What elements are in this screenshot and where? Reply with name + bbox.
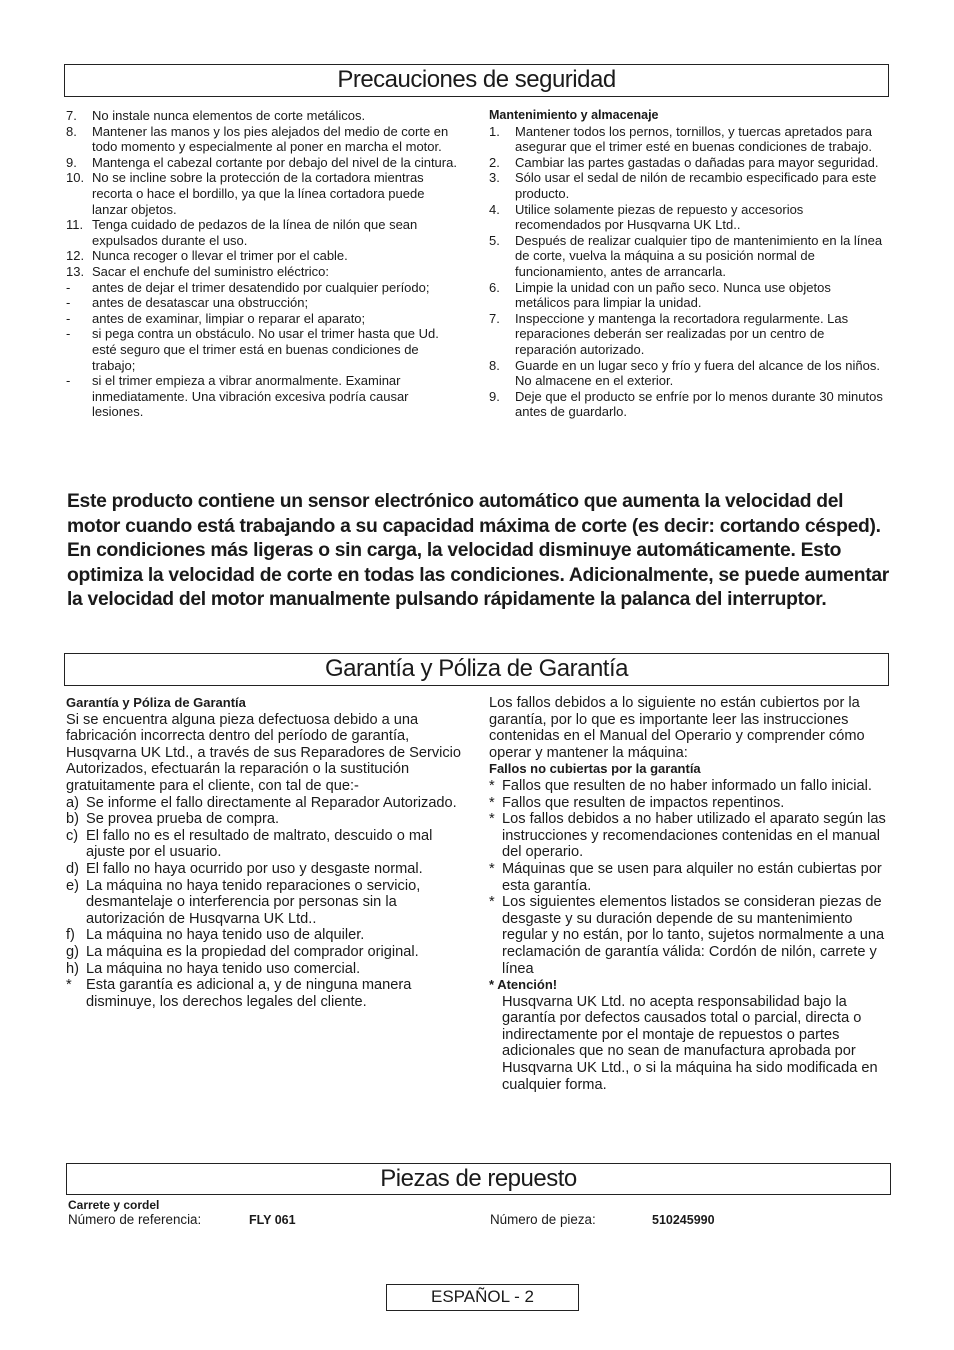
safety-title: Precauciones de seguridad (337, 66, 616, 93)
not-covered-item-text: Los fallos debidos a no haber utilizado el aparato según las instrucciones y recomendaciones contenidas en el manual del operario. (502, 811, 886, 861)
maintenance-item-number: 7. (489, 310, 500, 326)
not-covered-item-number: * (489, 894, 495, 911)
maintenance-item-number: 6. (489, 279, 500, 295)
maintenance-list (489, 124, 884, 420)
safety-title-box (64, 64, 889, 97)
warranty-condition-item (66, 795, 462, 812)
safety-item-text: Mantener las manos y los pies alejados del medio de corte en todo momento y especialmente al poner en marcha el motor. (92, 123, 449, 155)
not-covered-item (489, 861, 889, 894)
warranty-condition-item-text: El fallo no haya ocurrido por uso y desgaste normal. (86, 860, 423, 877)
maintenance-item (489, 155, 884, 171)
maintenance-item (489, 233, 884, 280)
warranty-condition-item-text: La máquina no haya tenido uso de alquiler. (86, 927, 365, 944)
safety-item-number: 8. (66, 123, 77, 139)
maintenance-item-number: 3. (489, 170, 500, 186)
safety-item (66, 280, 461, 296)
parts-ref-value: FLY 061 (249, 1213, 296, 1227)
maintenance-item-text: Después de realizar cualquier tipo de mantenimiento en la línea de corte, vuelva la máquina a su posición normal de funcionamiento, antes de arrancarla. (515, 232, 883, 279)
parts-part-value: 510245990 (652, 1213, 715, 1227)
warranty-condition-item-number: h) (66, 960, 79, 977)
warranty-condition-item-number: d) (66, 860, 79, 877)
safety-item-number: - (66, 279, 71, 295)
safety-item-number: 10. (66, 170, 85, 186)
maintenance-item (489, 280, 884, 311)
warranty-title: Garantía y Póliza de Garantía (324, 655, 628, 682)
safety-item (66, 264, 461, 280)
maintenance-item-text: Limpie la unidad con un paño seco. Nunca use objetos metálicos para limpiar la unidad. (515, 279, 831, 311)
safety-item-text: No se incline sobre la protección de la cortadora mientras recorta o hace el bordillo, ya que la línea cortadora puede lanzar objetos. (92, 170, 425, 217)
warranty-condition-item-number: g) (66, 943, 79, 960)
maintenance-item (489, 389, 884, 420)
safety-item-number: 7. (66, 108, 77, 123)
safety-item (66, 217, 461, 248)
sensor-notice: Este producto contiene un sensor electrónico automático que aumenta la velocidad del motor cuando está trabajando a su capacidad máxima de corte (es decir: cortando césped). En condiciones más ligeras o sin carga, la velocidad disminuye automáticamente. Esto optimiza la velocidad de corte en todas las condiciones. Adicionalmente, se puede aumentar la velocidad del motor manualmente pulsando rápidamente la palanca del interruptor. (67, 491, 889, 611)
not-covered-item (489, 795, 889, 812)
safety-item-text: si el trimer empieza a vibrar anormalmente. Examinar inmediatamente. Una vibración excesiva podría causar lesiones. (92, 373, 409, 420)
safety-item (66, 326, 461, 373)
warranty-condition-item (66, 878, 462, 928)
safety-item-text: Tenga cuidado de pedazos de la línea de nilón que sean expulsados durante el uso. (92, 217, 418, 248)
safety-item-text: antes de examinar, limpiar o reparar el aparato; (92, 310, 366, 326)
warranty-condition-item-text: La máquina no haya tenido reparaciones o servicio, desmantelaje o interferencia por personas sin la autorización de Husqvarna UK Ltd.. (86, 877, 421, 927)
not-covered-item-number: * (489, 777, 495, 794)
warranty-condition-item-text: Esta garantía es adicional a, y de ninguna manera disminuye, los derechos legales del cliente. (86, 977, 412, 1010)
not-covered-item (489, 894, 889, 977)
warranty-left-column (66, 695, 462, 1010)
warranty-condition-item (66, 961, 462, 978)
maintenance-item (489, 170, 884, 201)
not-covered-item-number: * (489, 860, 495, 877)
not-covered-item (489, 778, 889, 795)
safety-item (66, 108, 461, 124)
warranty-condition-item-number: a) (66, 794, 79, 811)
attention-label: * Atención! (489, 977, 558, 993)
safety-item-text: Mantenga el cabezal cortante por debajo del nivel de la cintura. (92, 154, 457, 170)
maintenance-heading: Mantenimiento y almacenaje (489, 108, 659, 122)
warranty-condition-item-text: El fallo no es el resultado de maltrato, descuido o mal ajuste por el usuario. (86, 827, 433, 861)
warranty-condition-item (66, 861, 462, 878)
maintenance-item-number: 4. (489, 201, 500, 217)
not-covered-item-text: Fallos que resulten de impactos repentinos. (502, 794, 785, 811)
safety-item-text: antes de dejar el trimer desatendido por cualquier período; (92, 279, 430, 295)
safety-item-number: 13. (66, 263, 85, 279)
maintenance-item-text: Cambiar las partes gastadas o dañadas para mayor seguridad. (515, 154, 879, 170)
parts-title: Piezas de repuesto (380, 1165, 577, 1192)
warranty-condition-item-number: b) (66, 811, 79, 828)
warranty-condition-item (66, 977, 462, 1010)
maintenance-item-text: Guarde en un lugar seco y frío y fuera del alcance de los niños. No almacene en el exterior. (515, 357, 880, 389)
maintenance-item-text: Mantener todos los pernos, tornillos, y tuercas apretados para asegurar que el trimer esté en buenas condiciones de trabajo. (515, 123, 872, 155)
safety-item (66, 155, 461, 171)
page-label-box (386, 1284, 579, 1311)
warranty-condition-item-number: e) (66, 877, 79, 894)
maintenance-item-text: Sólo usar el sedal de nilón de recambio especificado para este producto. (515, 170, 877, 201)
not-covered-item-number: * (489, 794, 495, 811)
maintenance-item (489, 124, 884, 155)
not-covered-item (489, 811, 889, 861)
warranty-condition-item-number: f) (66, 927, 75, 944)
safety-item-text: No instale nunca elementos de corte metálicos. (92, 108, 366, 123)
safety-item-number: - (66, 295, 71, 311)
maintenance-item-number: 1. (489, 123, 500, 139)
warranty-conditions (66, 795, 462, 1011)
safety-item-number: - (66, 326, 71, 342)
safety-item-text: si pega contra un obstáculo. No usar el trimer hasta que Ud. esté seguro que el trimer está en buenas condiciones de trabajo; (92, 326, 439, 373)
warranty-condition-item-text: La máquina no haya tenido uso comercial. (86, 960, 361, 977)
parts-item-heading: Carrete y cordel (68, 1198, 160, 1212)
maintenance-item-text: Utilice solamente piezas de repuesto y accesorios recomendados por Husqvarna UK Ltd.. (515, 201, 804, 233)
safety-item (66, 248, 461, 264)
warranty-condition-item-text: Se informe el fallo directamente al Reparador Autorizado. (86, 794, 457, 811)
warranty-intro: Si se encuentra alguna pieza defectuosa debido a una fabricación incorrecta dentro del período de garantía, Husqvarna UK Ltd., a través de sus Reparadores de Servicio Autorizados, efectuarán la reparación o la sustitución gratuitamente para el cliente, con tal de que:- (66, 711, 462, 794)
warranty-condition-item-number: c) (66, 827, 79, 844)
parts-ref-label: Número de referencia: (68, 1212, 202, 1227)
parts-title-box (66, 1163, 891, 1195)
attention-text: Husqvarna UK Ltd. no acepta responsabilidad bajo la garantía por defectos causados total o parcial, directa o indirectamente por el montaje de repuestos o partes adicionales que no sean de manufactura aprobada por Husqvarna UK Ltd., o si la máquina ha sido modificada en cualquier forma. (502, 993, 878, 1093)
safety-item (66, 124, 461, 155)
maintenance-item-number: 8. (489, 357, 500, 373)
warranty-condition-item-text: Se provea prueba de compra. (86, 811, 280, 828)
safety-item-text: antes de desatascar una obstrucción; (92, 295, 309, 311)
parts-part-label: Número de pieza: (490, 1212, 596, 1227)
warranty-right-intro: Los fallos debidos a lo siguiente no están cubiertos por la garantía, por lo que es importante leer las instrucciones contenidas en el Manual del Operario y comprender cómo operar y mantener la máquina: (489, 695, 865, 761)
warranty-subheading: Garantía y Póliza de Garantía (66, 695, 246, 710)
page-label: ESPAÑOL - 2 (431, 1287, 534, 1306)
not-covered-item-text: Los siguientes elementos listados se consideran piezas de desgaste y su duración depende de su mantenimiento regular y no están, por lo tanto, sujetos normalmente a una reclamación de garantía válida: Cordón de nilón, carrete y línea (502, 894, 885, 977)
maintenance-item (489, 311, 884, 358)
maintenance-item (489, 358, 884, 389)
maintenance-item-text: Inspeccione y mantenga la recortadora regularmente. Las reparaciones deberán ser realizadas por un centro de reparación autorizado. (515, 310, 849, 357)
warranty-condition-item-text: La máquina es la propiedad del comprador original. (86, 943, 419, 960)
safety-item-number: - (66, 310, 71, 326)
warranty-condition-item (66, 828, 462, 861)
maintenance-item (489, 202, 884, 233)
warranty-right-column (489, 695, 889, 1093)
not-covered-item-text: Máquinas que se usen para alquiler no están cubiertas por esta garantía. (502, 860, 882, 894)
safety-right-column (489, 108, 884, 420)
not-covered-heading: Fallos no cubiertas por la garantía (489, 761, 701, 777)
safety-left-list (66, 108, 461, 420)
maintenance-item-number: 2. (489, 154, 500, 170)
warranty-title-box (64, 653, 889, 686)
warranty-condition-item (66, 811, 462, 828)
safety-item (66, 373, 461, 420)
not-covered-item-number: * (489, 811, 495, 828)
maintenance-item-number: 5. (489, 232, 500, 248)
maintenance-item-number: 9. (489, 388, 500, 404)
warranty-condition-item (66, 944, 462, 961)
safety-item (66, 170, 461, 217)
safety-item-text: Sacar el enchufe del suministro eléctrico: (92, 263, 330, 279)
safety-item-text: Nunca recoger o llevar el trimer por el cable. (92, 248, 348, 264)
safety-item (66, 311, 461, 327)
warranty-condition-item-number: * (66, 977, 72, 994)
safety-item-number: 9. (66, 154, 77, 170)
safety-item (66, 295, 461, 311)
maintenance-item-text: Deje que el producto se enfríe por lo menos durante 30 minutos antes de guardarlo. (515, 388, 883, 420)
not-covered-list (489, 778, 889, 977)
warranty-condition-item (66, 927, 462, 944)
safety-item-number: 12. (66, 248, 85, 264)
safety-item-number: 11. (66, 217, 84, 233)
safety-item-number: - (66, 373, 71, 389)
not-covered-item-text: Fallos que resulten de no haber informado un fallo inicial. (502, 777, 872, 794)
